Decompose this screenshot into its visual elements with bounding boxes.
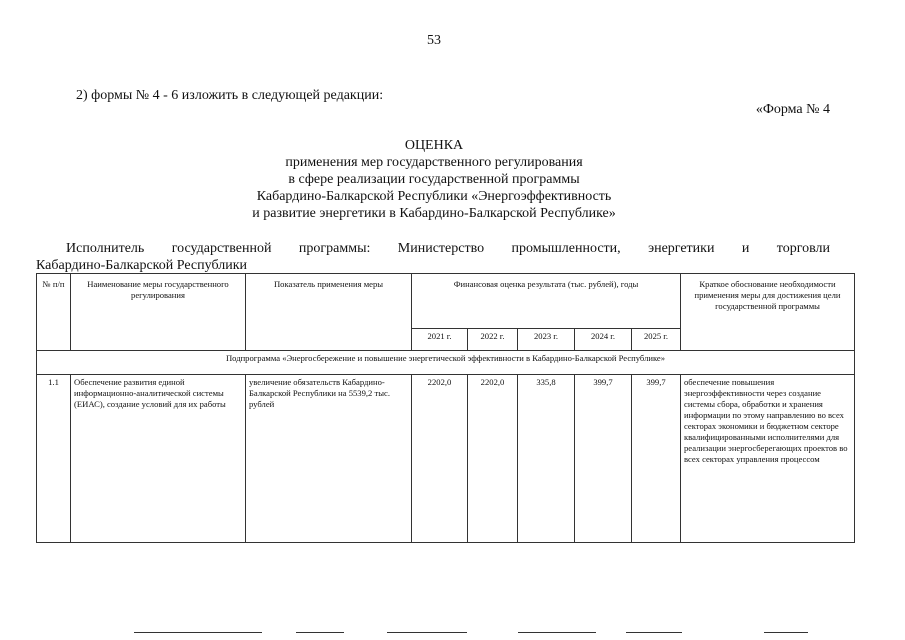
divider-line xyxy=(626,632,682,633)
divider-line xyxy=(518,632,596,633)
title-line: и развитие энергетики в Кабардино-Балкарской Республике» xyxy=(252,206,616,221)
regulation-assessment-table xyxy=(36,273,855,543)
year-header: 2021 г. xyxy=(412,329,468,351)
executor-statement xyxy=(36,240,830,274)
executor-word: энергетики xyxy=(648,241,715,256)
header-justification: Краткое обоснование необходимости применения меры для достижения цели государственной программы xyxy=(681,274,855,351)
executor-word: торговли xyxy=(776,241,830,256)
row-measure: Обеспечение развития единой информационно-аналитической системы (ЕИАС), создание условий для их работы xyxy=(71,375,246,543)
table-row xyxy=(37,375,855,543)
executor-word: Министерство xyxy=(397,241,485,256)
row-num: 1.1 xyxy=(37,375,71,543)
title-heading: ОЦЕНКА xyxy=(404,138,464,153)
executor-word: и xyxy=(741,241,750,256)
divider-line xyxy=(134,632,262,633)
subprogram-row xyxy=(37,351,855,375)
title-line: применения мер государственного регулирования xyxy=(285,155,583,170)
executor-line: Кабардино-Балкарской Республики xyxy=(36,258,247,273)
header-measure: Наименование меры государственного регулирования xyxy=(71,274,246,351)
year-header: 2025 г. xyxy=(632,329,681,351)
title-line: в сфере реализации государственной программы xyxy=(288,172,580,187)
divider-line xyxy=(764,632,808,633)
year-header: 2023 г. xyxy=(518,329,575,351)
row-value: 335,8 xyxy=(518,375,575,543)
row-value: 399,7 xyxy=(632,375,681,543)
row-justification: обеспечение повышения энергоэффективности через создание системы сбора, обработки и хранения информации по этому направлению во всех секторах экономики и бюджетном секторе квалифицированными исполнителями для реализации энергосберегающих проектов во всех секторах управления процессом xyxy=(681,375,855,543)
page-number: 53 xyxy=(427,33,441,48)
row-value: 2202,0 xyxy=(468,375,518,543)
header-finance: Финансовая оценка результата (тыс. рублей), годы xyxy=(412,274,681,329)
year-header: 2022 г. xyxy=(468,329,518,351)
document-title xyxy=(0,137,868,222)
divider-line xyxy=(296,632,344,633)
title-line: Кабардино-Балкарской Республики «Энергоэффективность xyxy=(256,189,612,204)
year-header: 2024 г. xyxy=(575,329,632,351)
row-value: 399,7 xyxy=(575,375,632,543)
executor-word: промышленности, xyxy=(511,241,621,256)
executor-word: программы: xyxy=(298,241,371,256)
header-num: № п/п xyxy=(37,274,71,351)
form-label: «Форма № 4 xyxy=(755,102,830,117)
intro-text: 2) формы № 4 - 6 изложить в следующей редакции: xyxy=(76,88,384,103)
executor-line xyxy=(36,240,830,257)
header-indicator: Показатель применения меры xyxy=(246,274,412,351)
row-value: 2202,0 xyxy=(412,375,468,543)
divider-line xyxy=(387,632,467,633)
executor-word: Исполнитель xyxy=(66,241,145,256)
executor-word: государственной xyxy=(171,241,272,256)
subprogram-title: Подпрограмма «Энергосбережение и повышение энергетической эффективности в Кабардино-Балкарской Республике» xyxy=(37,351,855,375)
table-header-row xyxy=(37,274,855,329)
row-indicator: увеличение обязательств Кабардино-Балкарской Республики на 5539,2 тыс. рублей xyxy=(246,375,412,543)
